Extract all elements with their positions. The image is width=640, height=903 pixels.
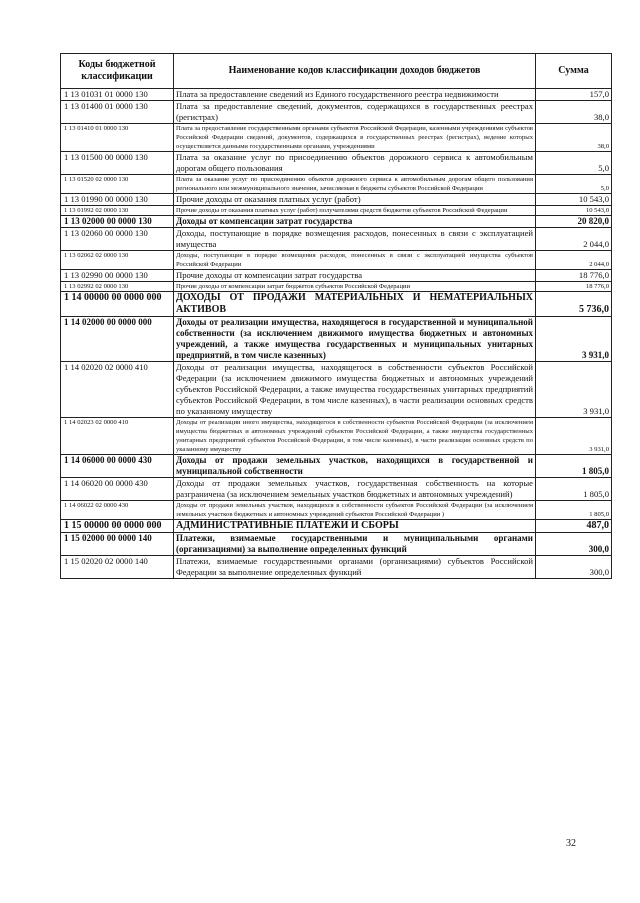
code-cell: 1 13 01990 00 0000 130 — [61, 194, 174, 206]
code-cell: 1 13 01400 01 0000 130 — [61, 101, 174, 124]
table-row — [61, 228, 612, 251]
table-row — [61, 533, 612, 556]
amount-cell: 157,0 — [536, 89, 612, 101]
amount-cell: 18 776,0 — [536, 270, 612, 282]
code-cell: 1 14 06000 00 0000 430 — [61, 455, 174, 478]
name-cell: Плата за оказание услуг по присоединению объектов дорожного сервиса к автомобильным дорогам общего пользования — [174, 152, 536, 175]
table-body — [61, 89, 612, 579]
code-cell: 1 15 02020 02 0000 140 — [61, 556, 174, 579]
table-row — [61, 206, 612, 216]
name-cell: Платежи, взимаемые государственными органами (организациями) субъектов Российской Федерации за выполнение определенных функций — [174, 556, 536, 579]
budget-table-sheet — [60, 53, 611, 579]
amount-cell: 5,0 — [536, 152, 612, 175]
amount-cell: 3 931,0 — [536, 418, 612, 455]
page-number: 32 — [566, 838, 576, 849]
amount-cell: 2 044,0 — [536, 251, 612, 270]
header-amount: Сумма — [536, 54, 612, 89]
code-cell: 1 13 01992 02 0000 130 — [61, 206, 174, 216]
code-cell: 1 13 02990 00 0000 130 — [61, 270, 174, 282]
table-row — [61, 270, 612, 282]
amount-cell: 38,0 — [536, 124, 612, 152]
code-cell: 1 14 02000 00 0000 000 — [61, 317, 174, 362]
header-code: Коды бюджетной классификации — [61, 54, 174, 89]
code-cell: 1 13 01410 01 0000 130 — [61, 124, 174, 152]
name-cell: Прочие доходы от компенсации затрат бюджетов субъектов Российской Федерации — [174, 282, 536, 292]
name-cell: Плата за предоставление сведений из Единого государственного реестра недвижимости — [174, 89, 536, 101]
name-cell: Прочие доходы от компенсации затрат государства — [174, 270, 536, 282]
table-row — [61, 194, 612, 206]
name-cell: Плата за предоставление сведений, документов, содержащихся в государственных реестрах (регистрах) — [174, 101, 536, 124]
table-row — [61, 152, 612, 175]
table-row — [61, 124, 612, 152]
table-row — [61, 251, 612, 270]
amount-cell: 1 805,0 — [536, 478, 612, 501]
table-row — [61, 455, 612, 478]
budget-classification-table — [60, 53, 612, 579]
name-cell: Доходы, поступающие в порядке возмещения расходов, понесенных в связи с эксплуатацией имущества — [174, 228, 536, 251]
code-cell: 1 14 02020 02 0000 410 — [61, 362, 174, 418]
name-cell: Прочие доходы от оказания платных услуг (работ) — [174, 194, 536, 206]
name-cell: Доходы от реализации имущества, находящегося в собственности субъектов Российской Федерации (за исключением движимого имущества бюджетных и автономных учреждений субъектов Российской Федерации, а также имущества государственных унитарных предприятий субъектов Российской Федерации, в том числе казенных), в части реализации основных средств по указанному имуществу — [174, 362, 536, 418]
name-cell: АДМИНИСТРАТИВНЫЕ ПЛАТЕЖИ И СБОРЫ — [174, 520, 536, 533]
amount-cell: 20 820,0 — [536, 216, 612, 228]
name-cell: Платежи, взимаемые государственными и муниципальными органами (организациями) за выполнение определенных функций — [174, 533, 536, 556]
code-cell: 1 14 02023 02 0000 410 — [61, 418, 174, 455]
table-row — [61, 478, 612, 501]
code-cell: 1 14 06022 02 0000 430 — [61, 501, 174, 520]
name-cell: Доходы от продажи земельных участков, государственная собственность на которые разграничена (за исключением земельных участков бюджетных и автономных учреждений) — [174, 478, 536, 501]
amount-cell: 5 736,0 — [536, 292, 612, 317]
name-cell: Доходы от продажи земельных участков, находящихся в государственной и муниципальной собственности — [174, 455, 536, 478]
table-row — [61, 520, 612, 533]
code-cell: 1 13 02060 00 0000 130 — [61, 228, 174, 251]
amount-cell: 487,0 — [536, 520, 612, 533]
code-cell: 1 13 02992 02 0000 130 — [61, 282, 174, 292]
amount-cell: 2 044,0 — [536, 228, 612, 251]
table-row — [61, 175, 612, 194]
table-row — [61, 216, 612, 228]
code-cell: 1 14 06020 00 0000 430 — [61, 478, 174, 501]
table-row — [61, 418, 612, 455]
amount-cell: 18 776,0 — [536, 282, 612, 292]
table-row — [61, 362, 612, 418]
name-cell: Плата за оказание услуг по присоединению объектов дорожного сервиса к автомобильным дорогам общего пользования регионального или межмуниципального значения, зачисляемая в бюджеты субъектов Российской Федерации — [174, 175, 536, 194]
amount-cell: 10 543,0 — [536, 206, 612, 216]
amount-cell: 10 543,0 — [536, 194, 612, 206]
table-row — [61, 317, 612, 362]
code-cell: 1 13 01520 02 0000 130 — [61, 175, 174, 194]
amount-cell: 5,0 — [536, 175, 612, 194]
table-row — [61, 89, 612, 101]
code-cell: 1 15 02000 00 0000 140 — [61, 533, 174, 556]
name-cell: Прочие доходы от оказания платных услуг (работ) получателями средств бюджетов субъектов Российской Федерации — [174, 206, 536, 216]
name-cell: Плата за предоставление государственными органами субъектов Российской Федерации, казенными учреждениями субъектов Российской Федерации сведений, документов, содержащихся в государственных реестрах (регистрах), ведение которых осуществляется данными государственными органами, учреждениями — [174, 124, 536, 152]
name-cell: Доходы от реализации имущества, находящегося в государственной и муниципальной собственности (за исключением движимого имущества бюджетных и автономных учреждений, а также имущества государственных и муниципальных унитарных предприятий, в том числе казенных) — [174, 317, 536, 362]
amount-cell: 3 931,0 — [536, 362, 612, 418]
table-row — [61, 101, 612, 124]
code-cell: 1 13 01500 00 0000 130 — [61, 152, 174, 175]
code-cell: 1 13 01031 01 0000 130 — [61, 89, 174, 101]
amount-cell: 1 805,0 — [536, 501, 612, 520]
code-cell: 1 13 02000 00 0000 130 — [61, 216, 174, 228]
name-cell: Доходы от продажи земельных участков, находящихся в собственности субъектов Российской Федерации (за исключением земельных участков бюджетных и автономных учреждений субъектов Российской Федерации ) — [174, 501, 536, 520]
name-cell: Доходы от компенсации затрат государства — [174, 216, 536, 228]
header-name: Наименование кодов классификации доходов бюджетов — [174, 54, 536, 89]
amount-cell: 38,0 — [536, 101, 612, 124]
table-row — [61, 556, 612, 579]
amount-cell: 300,0 — [536, 533, 612, 556]
name-cell: Доходы от реализации иного имущества, находящегося в собственности субъектов Российской Федерации (за исключением имущества бюджетных и автономных учреждений субъектов Российской Федерации, а также имущества государственных унитарных предприятий субъектов Российской Федерации, в том числе казенных), в части реализации основных средств по указанному имуществу — [174, 418, 536, 455]
amount-cell: 3 931,0 — [536, 317, 612, 362]
code-cell: 1 15 00000 00 0000 000 — [61, 520, 174, 533]
name-cell: Доходы, поступающие в порядке возмещения расходов, понесенных в связи с эксплуатацией имущества субъектов Российской Федерации — [174, 251, 536, 270]
amount-cell: 1 805,0 — [536, 455, 612, 478]
code-cell: 1 13 02062 02 0000 130 — [61, 251, 174, 270]
name-cell: ДОХОДЫ ОТ ПРОДАЖИ МАТЕРИАЛЬНЫХ И НЕМАТЕРИАЛЬНЫХ АКТИВОВ — [174, 292, 536, 317]
table-row — [61, 501, 612, 520]
code-cell: 1 14 00000 00 0000 000 — [61, 292, 174, 317]
table-row — [61, 282, 612, 292]
table-header — [61, 54, 612, 89]
table-row — [61, 292, 612, 317]
amount-cell: 300,0 — [536, 556, 612, 579]
